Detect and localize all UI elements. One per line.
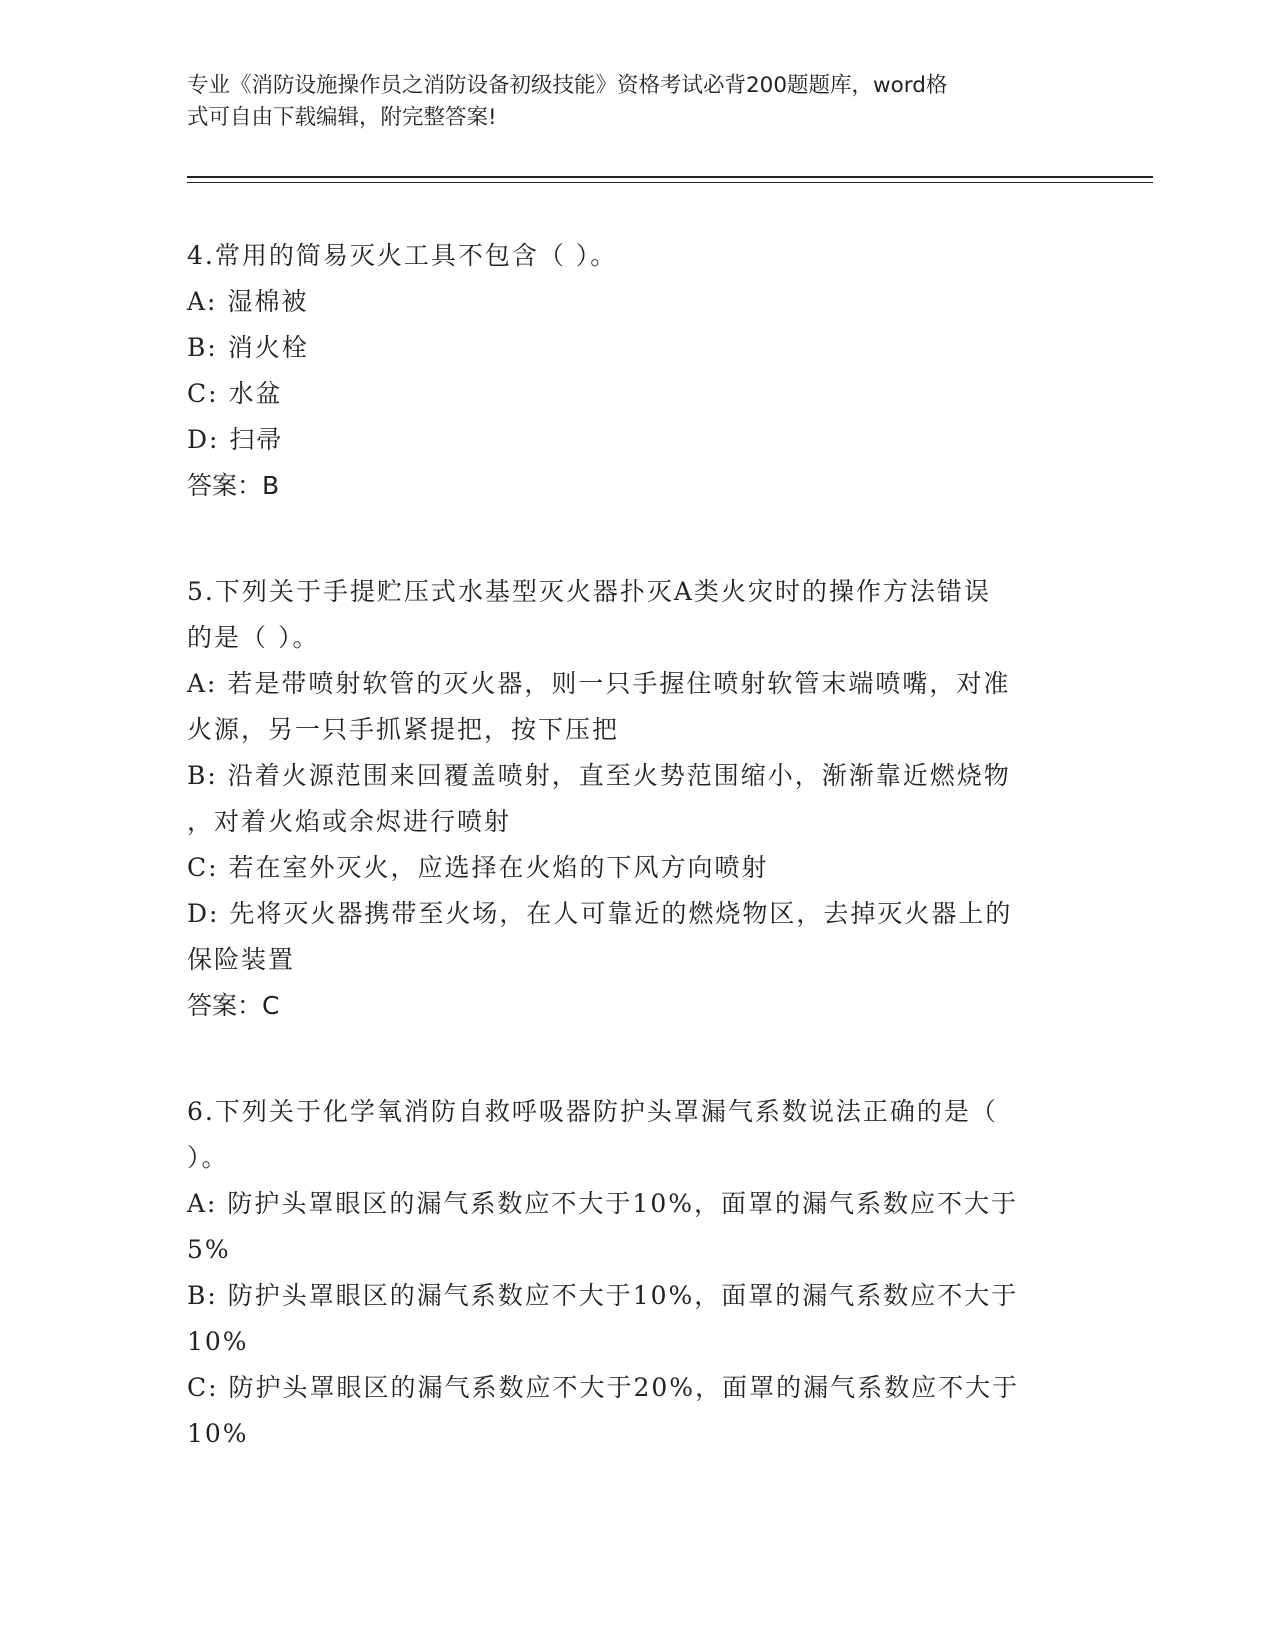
option-line: C: 水盆 xyxy=(187,379,283,408)
option-line: A: 湿棉被 xyxy=(187,287,309,316)
option-line: B: 消火栓 xyxy=(187,333,309,362)
answer-line: 答案：C xyxy=(187,991,280,1020)
option-line: C: 防护头罩眼区的漏气系数应不大于20%，面罩的漏气系数应不大于 xyxy=(187,1373,1020,1402)
question-block xyxy=(187,1089,1087,1457)
option-line: D: 扫帚 xyxy=(187,425,284,454)
option-line: B: 沿着火源范围来回覆盖喷射，直至火势范围缩小，渐渐靠近燃烧物 xyxy=(187,761,1011,790)
question-stem-line: 6.下列关于化学氧消防自救呼吸器防护头罩漏气系数说法正确的是（ xyxy=(187,1097,998,1126)
header-rule-thick xyxy=(187,176,1153,178)
question-list xyxy=(187,233,1087,1517)
option-line: 5% xyxy=(187,1235,231,1264)
option-line: 10% xyxy=(187,1419,249,1448)
option-line: 保险装置 xyxy=(187,945,296,974)
option-line: D: 先将灭火器携带至火场，在人可靠近的燃烧物区，去掉灭火器上的 xyxy=(187,899,1013,928)
question-stem-line: 的是（ ）。 xyxy=(187,623,320,652)
question-block xyxy=(187,233,1087,509)
option-line: C: 若在室外灭火，应选择在火焰的下风方向喷射 xyxy=(187,853,769,882)
option-line: ，对着火焰或余烬进行喷射 xyxy=(187,807,512,836)
option-line: B: 防护头罩眼区的漏气系数应不大于10%，面罩的漏气系数应不大于 xyxy=(187,1281,1019,1310)
question-stem-line: ）。 xyxy=(187,1143,229,1172)
header-line-2: 式可自由下载编辑，附完整答案! xyxy=(187,105,497,130)
option-line: 火源，另一只手抓紧提把，按下压把 xyxy=(187,715,620,744)
header-rule-thin xyxy=(187,182,1153,183)
document-header xyxy=(187,70,1067,134)
question-stem-line: 5.下列关于手提贮压式水基型灭火器扑灭A类火灾时的操作方法错误 xyxy=(187,577,991,606)
question-block xyxy=(187,569,1087,1029)
option-line: A: 若是带喷射软管的灭火器，则一只手握住喷射软管末端喷嘴，对准 xyxy=(187,669,1011,698)
header-line-1: 专业《消防设施操作员之消防设备初级技能》资格考试必背200题题库，word格 xyxy=(187,73,948,98)
option-line: A: 防护头罩眼区的漏气系数应不大于10%，面罩的漏气系数应不大于 xyxy=(187,1189,1018,1218)
question-stem-line: 4.常用的简易灭火工具不包含（ ）。 xyxy=(187,241,618,270)
option-line: 10% xyxy=(187,1327,249,1356)
answer-line: 答案：B xyxy=(187,471,280,500)
